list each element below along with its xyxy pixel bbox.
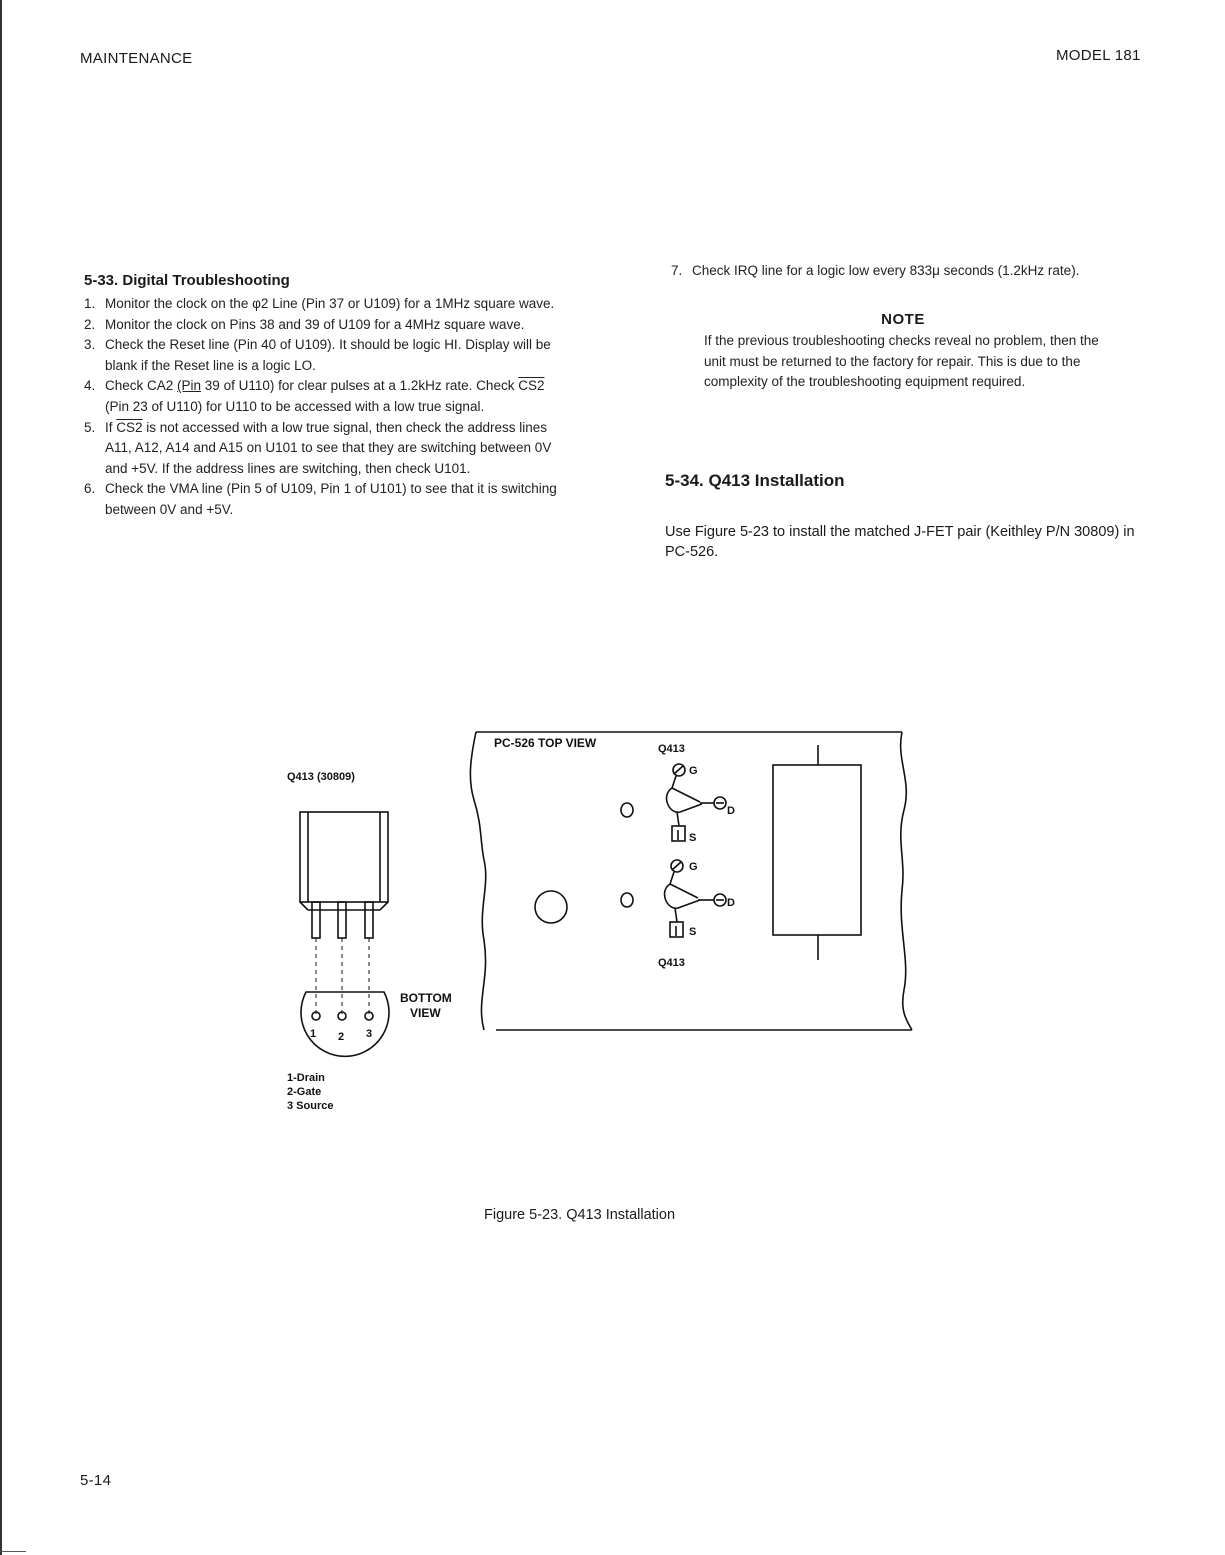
step-2: 2. Monitor the clock on Pins 38 and 39 of U109 for a 4MHz square wave.: [84, 316, 525, 332]
step-1: 1. Monitor the clock on the φ2 Line (Pin 37 or U109) for a 1MHz square wave.: [84, 296, 555, 311]
board-hole-lower: [621, 893, 633, 907]
step-7: 7. Check IRQ line for a logic low every 833μ seconds (1.2kHz rate).: [671, 263, 1080, 278]
gate-label-upper: G: [689, 765, 698, 777]
note-text: If the previous troubleshooting checks reveal no problem, then the unit must be returned to the factory for repair. This is due to the complexity of the troubleshooting equipment required.: [704, 333, 1099, 390]
bottom-view-outline: [301, 992, 389, 1056]
drain-label-lower: D: [727, 897, 735, 909]
board-hole-upper: [621, 803, 633, 817]
page-corner-mark: [0, 1551, 26, 1552]
transistor-lead-2: [338, 902, 346, 938]
pin-number-3: 3: [366, 1028, 373, 1040]
component-outline: [773, 765, 861, 935]
header-section-name: MAINTENANCE: [80, 50, 193, 67]
step-4: 4. Check CA2 (Pin 39 of U110) for clear pulses at a 1.2kHz rate. Check CS2 (Pin 23 of U110) for U110 to be accessed with a low true signal.: [84, 378, 545, 414]
step-5: 5. If CS2 is not accessed with a low true signal, then check the address lines A11, A12, A14 and A15 on U101 to see that they are switching between 0V and +5V. If the address lines are switching, then check U101.: [84, 419, 552, 476]
section-q413-text: Use Figure 5-23 to install the matched J-FET pair (Keithley P/N 30809) in PC-526.: [665, 524, 1135, 560]
figure-q413-installation: [270, 720, 950, 1130]
page-number: 5-14: [80, 1472, 112, 1489]
pin-number-1: 1: [310, 1028, 317, 1040]
transistor-body: [300, 812, 388, 902]
figure-caption: Figure 5-23. Q413 Installation: [484, 1207, 676, 1223]
board-title: PC-526 TOP VIEW: [494, 736, 597, 750]
gate-label-lower: G: [689, 861, 698, 873]
troubleshooting-steps: [84, 294, 568, 521]
pin-number-2: 2: [338, 1031, 345, 1043]
pin-legend-drain: 1-Drain: [287, 1072, 325, 1084]
note-title: NOTE: [881, 311, 925, 328]
transistor-lead-3: [365, 902, 373, 938]
q413-label-bottom: Q413: [658, 957, 685, 969]
page-edge-line: [0, 0, 2, 1555]
step-7-text: Check IRQ line for a logic low every 833μ seconds (1.2kHz rate).: [692, 263, 1080, 278]
source-label-lower: S: [689, 926, 697, 938]
q413-label-top: Q413: [658, 743, 685, 755]
step-6: 6. Check the VMA line (Pin 5 of U109, Pin 1 of U101) to see that it is switching between 0V and +5V.: [84, 481, 557, 517]
part-number-label: Q413 (30809): [287, 771, 355, 783]
step-3: 3. Check the Reset line (Pin 40 of U109). It should be logic HI. Display will be blank if the Reset line is a logic LO.: [84, 337, 551, 373]
section-q413-title: 5-34. Q413 Installation: [665, 471, 845, 490]
note-box: [704, 311, 1102, 393]
transistor-lead-1: [312, 902, 320, 938]
header-model-name: MODEL 181: [1056, 47, 1141, 64]
pc-board-right-edge: [901, 732, 912, 1030]
bottom-view-label-1: BOTTOM: [400, 991, 452, 1005]
pc-board-left-edge: [470, 732, 485, 1030]
pin-legend-source: 3 Source: [287, 1100, 334, 1112]
section-title: 5-33. Digital Troubleshooting: [84, 272, 290, 289]
section-digital-troubleshooting: [84, 272, 568, 521]
source-label-upper: S: [689, 832, 697, 844]
mounting-hole: [535, 891, 567, 923]
pin-legend-gate: 2-Gate: [287, 1086, 322, 1098]
bottom-view-label-2: VIEW: [410, 1006, 441, 1020]
drain-label-upper: D: [727, 805, 735, 817]
